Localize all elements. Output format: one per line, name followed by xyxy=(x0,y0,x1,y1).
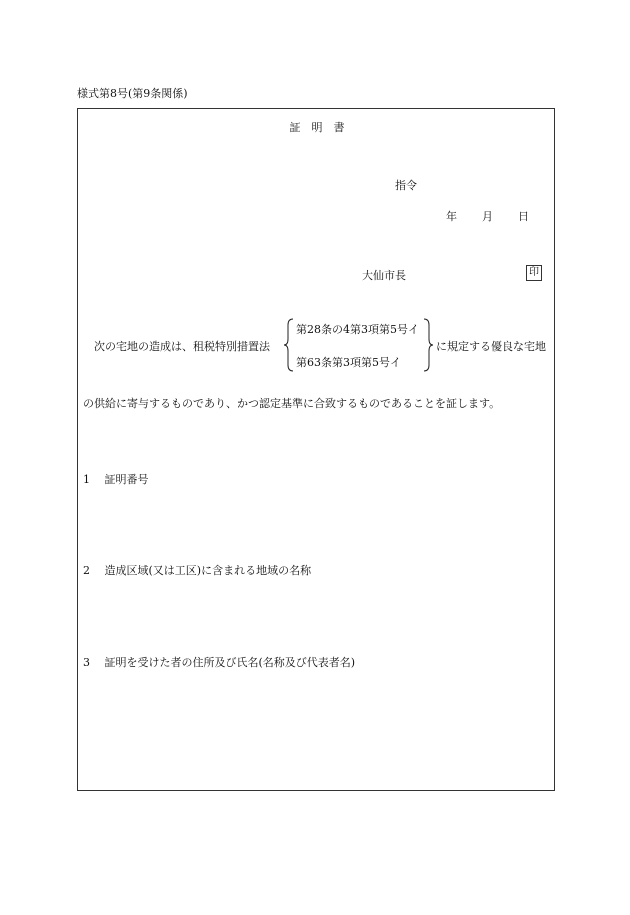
order-label: 指令 xyxy=(395,179,417,192)
item-number: 3 xyxy=(83,656,90,669)
item-number: 2 xyxy=(83,564,90,577)
form-number-label: 様式第8号(第9条関係) xyxy=(77,87,188,100)
item-label: 造成区域(又は工区)に含まれる地域の名称 xyxy=(104,564,312,577)
statute-option-1: 第28条の4第3項第5号イ xyxy=(296,323,419,336)
item-label: 証明を受けた者の住所及び氏名(名称及び代表者名) xyxy=(104,656,356,669)
certificate-frame xyxy=(77,108,555,791)
item-number: 1 xyxy=(83,473,90,486)
date-day-label: 日 xyxy=(518,210,529,223)
date-month-label: 月 xyxy=(482,210,493,223)
body-text-end: に規定する優良な宅地 xyxy=(436,340,546,353)
body-text-start: 次の宅地の造成は、租税特別措置法 xyxy=(94,340,270,353)
body-text-line2: の供給に寄与するものであり、かつ認定基準に合致するものであることを証します。 xyxy=(83,397,501,410)
left-brace-icon xyxy=(283,317,295,373)
statute-option-2: 第63条第3項第5号イ xyxy=(296,356,401,369)
list-item xyxy=(83,562,311,578)
issuer-name: 大仙市長 xyxy=(362,269,406,282)
date-year-label: 年 xyxy=(446,210,457,223)
list-item xyxy=(83,654,355,670)
item-label: 証明番号 xyxy=(104,473,149,486)
document-title: 証 明 書 xyxy=(289,121,345,134)
right-brace-icon xyxy=(422,317,434,373)
list-item xyxy=(83,471,149,487)
seal-mark: 印 xyxy=(526,265,542,281)
